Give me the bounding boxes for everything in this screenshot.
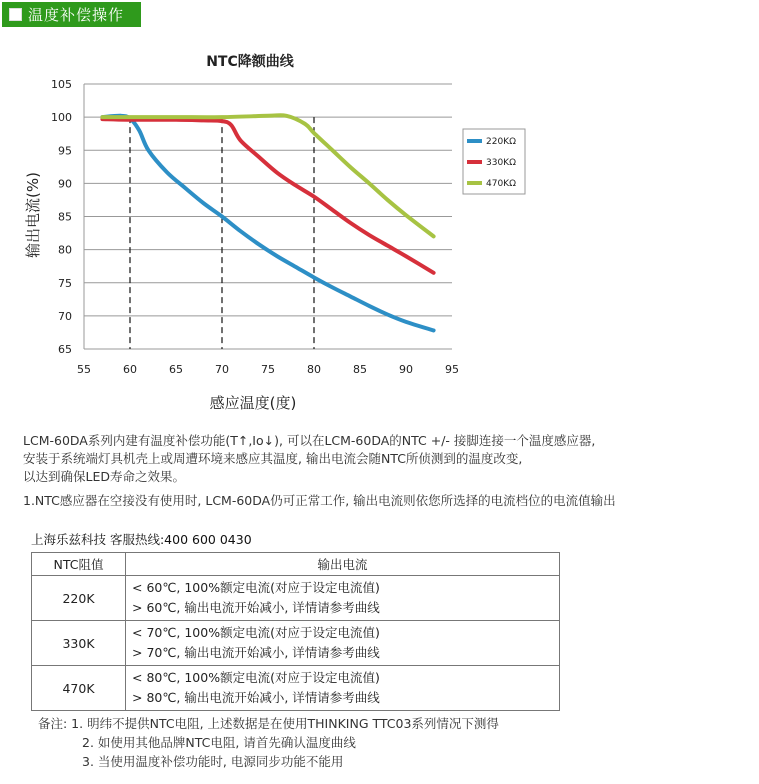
current-desc xyxy=(126,576,560,621)
desc-line: < 80℃, 100%额定电流(对应于设定电流值) xyxy=(132,670,380,685)
description-line-3: 以达到确保LED寿命之效果。 xyxy=(23,469,185,484)
description-line-1: LCM-60DA系列内建有温度补偿功能(T↑,Io↓), 可以在LCM-60DA的NTC +/- 接脚连接一个温度感应器, xyxy=(23,433,596,448)
series-line-3 xyxy=(102,115,433,236)
ntc-value: 220K xyxy=(32,576,126,621)
y-tick-label: 85 xyxy=(58,210,72,224)
current-desc xyxy=(126,621,560,666)
y-tick-label: 100 xyxy=(51,111,72,125)
x-tick-label: 75 xyxy=(261,363,275,376)
note-ntc-open: 1.NTC感应器在空接没有使用时, LCM-60DA仍可正常工作, 输出电流则依您所选择的电流档位的电流值输出 xyxy=(23,493,616,508)
ntc-spec-table xyxy=(31,552,560,711)
x-tick-label: 55 xyxy=(77,363,91,376)
y-tick-label: 70 xyxy=(58,309,72,323)
ntc-value: 470K xyxy=(32,666,126,711)
note-item: 3. 当使用温度补偿功能时, 电源同步功能不能用 xyxy=(82,754,344,769)
y-tick-label: 95 xyxy=(58,144,72,158)
legend-label: 330KΩ xyxy=(486,158,516,168)
current-desc xyxy=(126,666,560,711)
hotline-text: 上海乐兹科技 客服热线:400 600 0430 xyxy=(31,532,252,547)
desc-line: > 70℃, 输出电流开始减小, 详情请参考曲线 xyxy=(132,645,380,660)
chart-title: NTC降额曲线 xyxy=(206,54,294,70)
table-row xyxy=(32,666,560,711)
section-header xyxy=(2,2,141,27)
note-item: 2. 如使用其他品牌NTC电阻, 请首先确认温度曲线 xyxy=(82,735,356,750)
x-tick-label: 70 xyxy=(215,363,229,376)
desc-line: > 80℃, 输出电流开始减小, 详情请参考曲线 xyxy=(132,690,380,705)
y-tick-label: 75 xyxy=(58,276,72,290)
section-title: 温度补偿操作 xyxy=(28,6,125,24)
x-tick-label: 60 xyxy=(123,363,137,376)
x-tick-label: 80 xyxy=(307,363,321,376)
x-tick-label: 65 xyxy=(169,363,183,376)
x-tick-label: 95 xyxy=(445,363,459,376)
header-output-current: 输出电流 xyxy=(126,553,560,576)
series-line-1 xyxy=(102,116,433,331)
x-tick-label: 90 xyxy=(399,363,413,376)
desc-line: < 60℃, 100%额定电流(对应于设定电流值) xyxy=(132,580,380,595)
description-line-2: 安装于系统端灯具机壳上或周遭环境来感应其温度, 输出电流会随NTC所侦测到的温度改变, xyxy=(23,451,523,466)
desc-line: > 60℃, 输出电流开始减小, 详情请参考曲线 xyxy=(132,600,380,615)
table-row xyxy=(32,621,560,666)
y-tick-label: 105 xyxy=(51,78,72,91)
checkbox-icon xyxy=(9,8,22,21)
table-header-row xyxy=(32,553,560,576)
x-axis-label: 感应温度(度) xyxy=(209,394,297,412)
y-axis-label: 输出电流(%) xyxy=(24,172,42,258)
ntc-derating-chart xyxy=(0,40,516,420)
y-tick-label: 90 xyxy=(58,177,72,191)
notes-block xyxy=(38,714,499,771)
ntc-value: 330K xyxy=(32,621,126,666)
y-tick-label: 65 xyxy=(58,343,72,356)
legend-label: 220KΩ xyxy=(486,137,516,147)
desc-line: < 70℃, 100%额定电流(对应于设定电流值) xyxy=(132,625,380,640)
legend-label: 470KΩ xyxy=(486,179,516,189)
table-row xyxy=(32,576,560,621)
x-tick-label: 85 xyxy=(353,363,367,376)
y-tick-label: 80 xyxy=(58,243,72,257)
note-item: 备注: 1. 明纬不提供NTC电阻, 上述数据是在使用THINKING TTC03系列情况下测得 xyxy=(38,716,499,731)
header-ntc: NTC阻值 xyxy=(32,553,126,576)
